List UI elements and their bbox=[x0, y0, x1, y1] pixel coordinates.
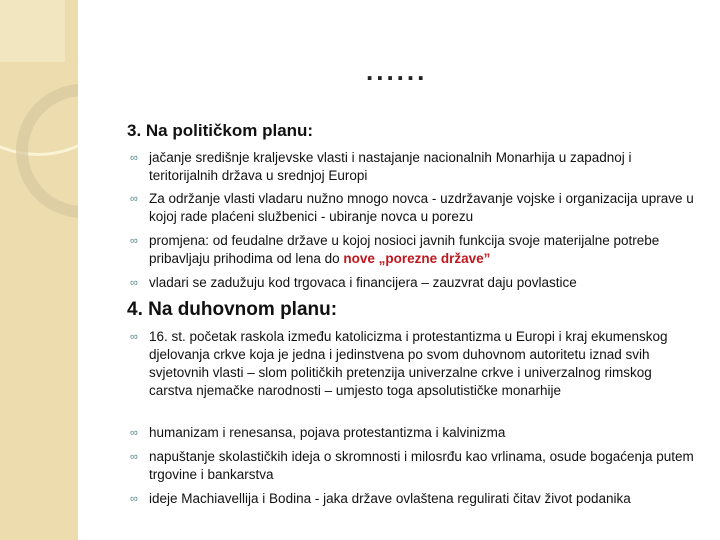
list-item: ∞ promjena: od feudalne države u kojoj nosioci javnih funkcija svoje materijalne potrebe pribavljaju prihodima od lena do nove „porezne države” bbox=[130, 233, 660, 266]
bullet-icon: ∞ bbox=[130, 427, 138, 439]
list-item: ∞ humanizam i renesansa, pojava protestantizma i kalvinizma bbox=[130, 425, 506, 440]
bullet-icon: ∞ bbox=[130, 277, 138, 289]
decorative-sidebar bbox=[0, 0, 78, 540]
bullet-icon: ∞ bbox=[130, 235, 138, 247]
list-item: ∞ 16. st. početak raskola između katolicizma i protestantizma u Europi i kraj ekumenskog djelovanja crkve koja je jedna i jedinstvena po svom duhovnom autoritetu iznad svih svjetovnih vlasti – slom političkih pretenzija univerzalne crkve i univerzalnog rimskog carstva njemačke narodnosti – umjesto toga apsolutističke monarhije bbox=[130, 329, 668, 398]
bullet-icon: ∞ bbox=[130, 193, 138, 205]
bullet-icon: ∞ bbox=[130, 451, 138, 463]
section-heading-political: 3. Na političkom planu: bbox=[127, 121, 314, 140]
list-item: ∞ ideje Machiavellija i Bodina - jaka države ovlaštena regulirati čitav život podanika bbox=[130, 491, 631, 506]
list-item: ∞ jačanje središnje kraljevske vlasti i nastajanje nacionalnih Monarhija u zapadnoj i teritorijalnih država u srednjoj Europi bbox=[130, 150, 632, 183]
list-item: ∞ Za održanje vlasti vladaru nužno mnogo novca - uzdržavanje vojske i organizacija uprave u kojoj rade plaćeni službenici - ubiranje novca u porezu bbox=[130, 191, 694, 224]
section-heading-spiritual: 4. Na duhovnom planu: bbox=[127, 299, 338, 320]
list-item: ∞ vladari se zadužuju kod trgovaca i financijera – zauzvrat daju povlastice bbox=[130, 275, 577, 290]
bullet-icon: ∞ bbox=[130, 152, 138, 164]
bullet-icon: ∞ bbox=[130, 331, 138, 343]
bullet-icon: ∞ bbox=[130, 493, 138, 505]
list-item: ∞ napuštanje skolastičkih ideja o skromnosti i milosrđu kao vrlinama, osude bogaćenja putem trgovine i bankarstva bbox=[130, 449, 694, 482]
slide-title: ...... bbox=[366, 56, 428, 86]
highlighted-text: nove „porezne države” bbox=[343, 251, 491, 266]
